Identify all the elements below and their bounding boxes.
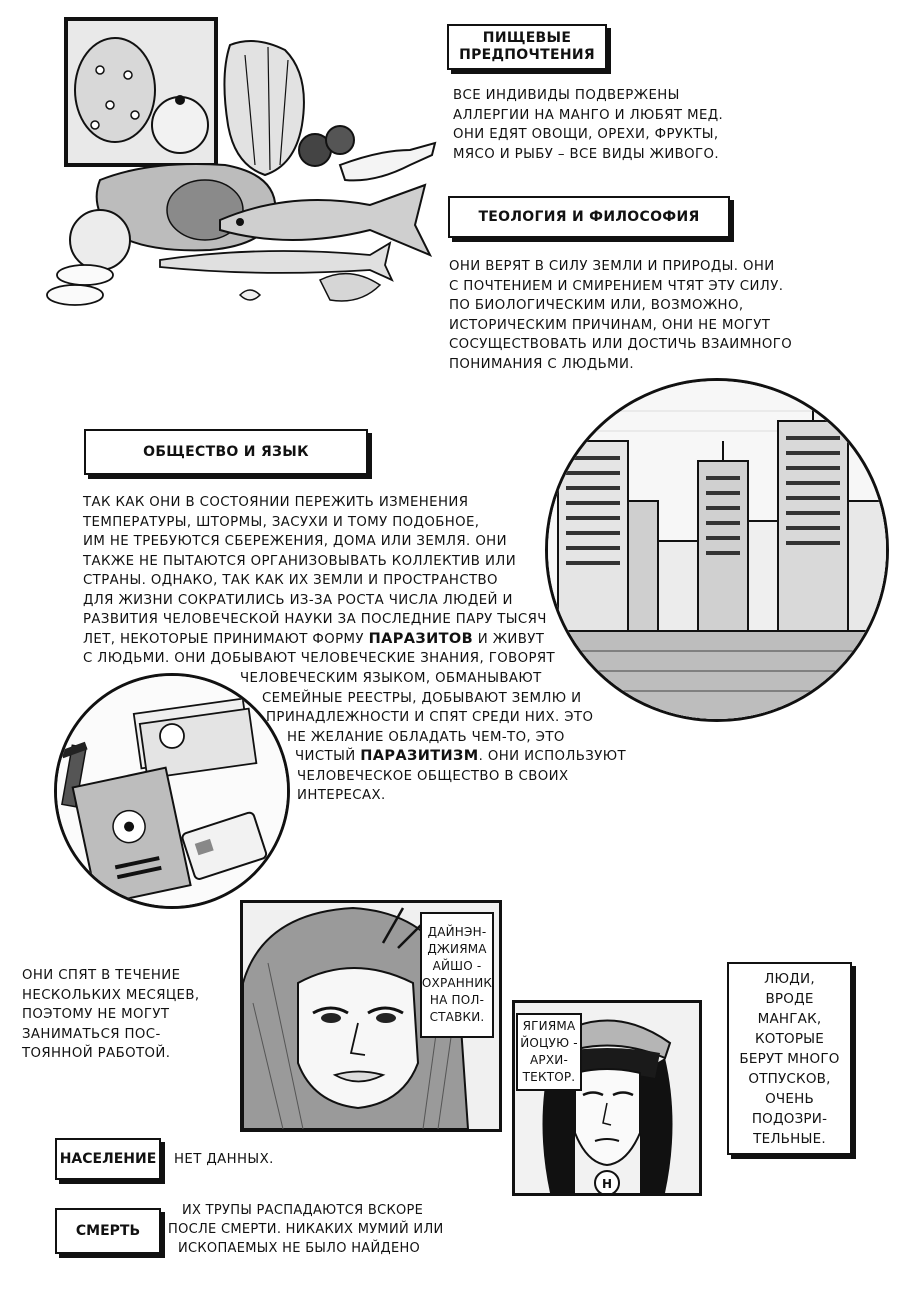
society-line: ИМ НЕ ТРЕБУЮТСЯ СБЕРЕЖЕНИЯ, ДОМА ИЛИ ЗЕМЛЯ. ОНИ [83,534,507,549]
society-line-parasites [83,630,555,650]
theology-line: ПО БИОЛОГИЧЕСКИМ ИЛИ, ВОЗМОЖНО, [449,298,744,313]
society-line: СТРАНЫ. ОДНАКО, ТАК КАК ИХ ЗЕМЛИ И ПРОСТРАНСТВО [83,573,498,588]
society-wrap-line: СЕМЕЙНЫЕ РЕЕСТРЫ, ДОБЫВАЮТ ЗЕМЛЮ И [262,690,582,706]
guard-caption-line: АЙШО - [432,959,482,973]
society-line-part: ЧИСТЫЙ [295,749,361,764]
sleep-line: ОНИ СПЯТ В ТЕЧЕНИЕ [22,968,181,983]
sleep-line: ТОЯННОЙ РАБОТОЙ. [22,1046,171,1061]
society-line: ДЛЯ ЖИЗНИ СОКРАТИЛИСЬ ИЗ-ЗА РОСТА ЧИСЛА ЛЮДЕЙ И [83,592,513,608]
society-line: РАЗВИТИЯ ЧЕЛОВЕЧЕСКОЙ НАУКИ ЗА ПОСЛЕДНИЕ ПАРУ ТЫСЯЧ [83,612,547,627]
food-preferences-heading: ПИЩЕВЫЕ ПРЕДПОЧТЕНИЯ [447,24,607,70]
guard-caption-line: ОХРАННИК [421,976,493,990]
parasitism-emphasis: ПАРАЗИТИЗМ [360,748,479,764]
svg-text:H: H [601,1177,613,1191]
architect-caption-line: ЙОЦУЮ - [520,1036,578,1050]
society-line-parasitism [240,747,626,767]
society-line: ТЕМПЕРАТУРЫ, ШТОРМЫ, ЗАСУХИ И ТОМУ ПОДОБНОЕ, [83,514,480,530]
death-line: ПОСЛЕ СМЕРТИ. НИКАКИХ МУМИЙ ИЛИ [168,1222,444,1237]
food-illustration [40,15,440,315]
society-line: С ЛЮДЬМИ. ОНИ ДОБЫВАЮТ ЧЕЛОВЕЧЕСКИЕ ЗНАНИЯ, ГОВОРЯТ [83,651,556,666]
theology-philosophy-text [449,257,792,374]
sleep-text [22,966,200,1064]
death-line: ИХ ТРУПЫ РАСПАДАЮТСЯ ВСКОРЕ [182,1203,424,1218]
people-caption-line: ВРОДЕ [765,990,814,1007]
population-label: НАСЕЛЕНИЕ [55,1138,161,1180]
people-caption-line: КОТОРЫЕ [754,1030,825,1047]
society-language-text [83,493,555,669]
guard-caption-line: ДЖИЯМА [427,942,487,956]
food-line: АЛЛЕРГИИ НА МАНГО И ЛЮБЯТ МЕД. [453,107,724,123]
sleep-line: ПОЭТОМУ НЕ МОГУТ [22,1007,170,1022]
people-caption-line: ЛЮДИ, [764,970,815,987]
guard-caption [420,912,494,1038]
guard-caption-line: ДАЙНЭН- [427,925,487,939]
food-preferences-text [453,86,723,164]
guard-caption-line: НА ПОЛ- [429,993,485,1007]
architect-caption-line: АРХИ- [530,1053,568,1067]
society-wrap-line: НЕ ЖЕЛАНИЕ ОБЛАДАТЬ ЧЕМ-ТО, ЭТО [287,729,565,745]
population-value: НЕТ ДАННЫХ. [174,1152,274,1167]
death-text [168,1201,444,1258]
people-caption-line: ТЕЛЬНЫЕ. [753,1130,826,1147]
food-line: ВСЕ ИНДИВИДЫ ПОДВЕРЖЕНЫ [453,88,680,103]
theology-line: ИСТОРИЧЕСКИМ ПРИЧИНАМ, ОНИ НЕ МОГУТ [449,317,771,333]
society-end-line: ЧЕЛОВЕЧЕСКОЕ ОБЩЕСТВО В СВОИХ [297,768,569,784]
society-wrap-line: ЧЕЛОВЕЧЕСКИМ ЯЗЫКОМ, ОБМАНЫВАЮТ [240,671,542,686]
parasites-emphasis: ПАРАЗИТОВ [368,630,474,647]
people-caption-line: БЕРУТ МНОГО [739,1050,840,1067]
theology-line: ОНИ ВЕРЯТ В СИЛУ ЗЕМЛИ И ПРИРОДЫ. ОНИ [449,259,775,274]
society-line: ТАКЖЕ НЕ ПЫТАЮТСЯ ОРГАНИЗОВЫВАТЬ КОЛЛЕКТИВ ИЛИ [83,553,517,569]
guard-caption-line: СТАВКИ. [429,1010,485,1024]
people-caption-line: ОЧЕНЬ [765,1090,814,1107]
sleep-line: ЗАНИМАТЬСЯ ПОС- [22,1026,161,1042]
death-label: СМЕРТЬ [55,1208,161,1254]
society-line-part: ЛЕТ, НЕКОТОРЫЕ ПРИНИМАЮТ ФОРМУ [83,631,369,647]
society-line-part: И ЖИВУТ [473,631,545,647]
people-caption [727,962,852,1155]
society-line-part: . ОНИ ИСПОЛЬЗУЮТ [478,749,627,764]
society-wrap-line: ПРИНАДЛЕЖНОСТИ И СПЯТ СРЕДИ НИХ. ЭТО [266,710,594,725]
food-line: ОНИ ЕДЯТ ОВОЩИ, ОРЕХИ, ФРУКТЫ, [453,127,719,142]
architect-caption-line: ТЕКТОР. [522,1070,576,1084]
society-language-heading: ОБЩЕСТВО И ЯЗЫК [84,429,368,475]
people-caption-line: МАНГАК, [757,1010,822,1027]
documents-illustration [54,673,290,909]
architect-caption-line: ЯГИЯМА [522,1019,576,1033]
society-line: ТАК КАК ОНИ В СОСТОЯНИИ ПЕРЕЖИТЬ ИЗМЕНЕНИЯ [83,495,469,510]
theology-philosophy-heading: ТЕОЛОГИЯ И ФИЛОСОФИЯ [448,196,730,238]
society-end-line: ИНТЕРЕСАХ. [297,788,386,803]
people-caption-line: ПОДОЗРИ- [751,1110,828,1127]
theology-line: С ПОЧТЕНИЕМ И СМИРЕНИЕМ ЧТЯТ ЭТУ СИЛУ. [449,278,784,294]
sleep-line: НЕСКОЛЬКИХ МЕСЯЦЕВ, [22,987,200,1003]
death-line: ИСКОПАЕМЫХ НЕ БЫЛО НАЙДЕНО [178,1241,421,1256]
theology-line: СОСУЩЕСТВОВАТЬ ИЛИ ДОСТИЧЬ ВЗАИМНОГО [449,337,793,352]
theology-line: ПОНИМАНИЯ С ЛЮДЬМИ. [449,356,635,372]
society-language-wrap-text [240,669,626,806]
people-caption-line: ОТПУСКОВ, [748,1070,831,1087]
architect-caption [516,1013,582,1091]
food-line: МЯСО И РЫБУ – ВСЕ ВИДЫ ЖИВОГО. [453,146,720,162]
